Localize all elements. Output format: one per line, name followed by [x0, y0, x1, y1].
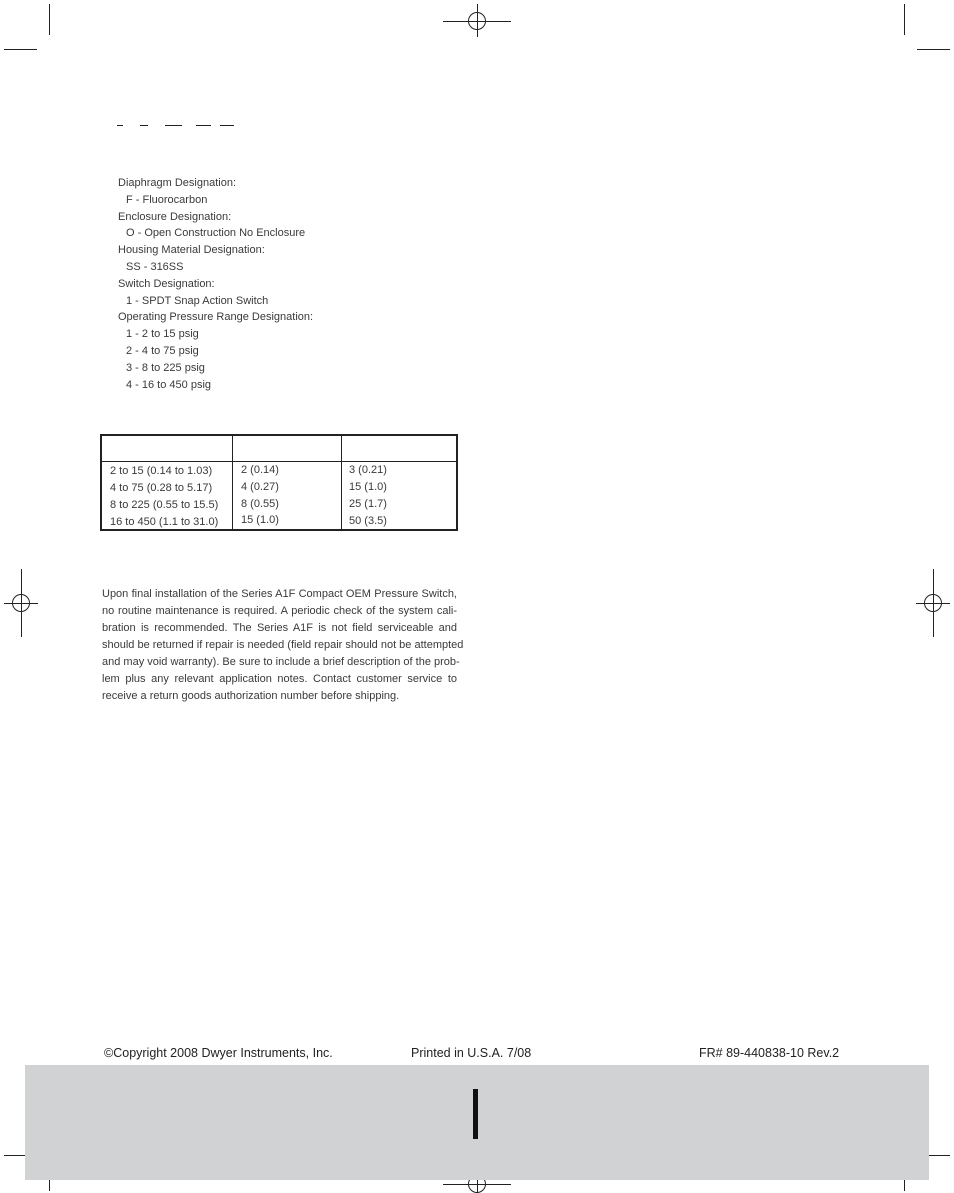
crop-mark-top-right-vertical	[904, 4, 905, 35]
paragraph-line: bration is recommended. The Series A1F is not field serviceable and	[102, 622, 457, 634]
option-heading: Housing Material Designation:	[118, 244, 265, 257]
option-group-diaphragm	[118, 175, 313, 209]
maintenance-paragraph	[102, 586, 464, 705]
paragraph-line: lem plus any relevant application notes. Contact customer service to	[102, 673, 457, 685]
printed-notice: Printed in U.S.A. 7/08	[411, 1046, 532, 1060]
table-column-divider	[232, 436, 233, 529]
option-item: 1 - SPDT Snap Action Switch	[126, 294, 269, 307]
table-cell: 25 (1.7)	[349, 498, 387, 510]
option-item: 2 - 4 to 75 psig	[126, 344, 199, 357]
table-cell: 2 to 15 (0.14 to 1.03)	[110, 465, 213, 477]
crop-mark-top-left-horizontal	[4, 49, 37, 50]
table-header-row	[102, 436, 456, 462]
option-designation-list	[118, 175, 313, 393]
table-cell: 15 (1.0)	[349, 481, 387, 493]
option-heading: Diaphragm Designation:	[118, 177, 237, 189]
table-cell: 4 to 75 (0.28 to 5.17)	[110, 482, 213, 494]
table-cell: 16 to 450 (1.1 to 31.0)	[110, 516, 219, 528]
option-group-enclosure	[118, 209, 313, 243]
option-item: 4 - 16 to 450 psig	[126, 378, 212, 391]
paragraph-line: receive a return goods authorization number before shipping.	[102, 690, 400, 702]
table-cell: 15 (1.0)	[241, 514, 279, 526]
crop-mark-top-right-horizontal	[917, 49, 950, 50]
table-cell: 3 (0.21)	[349, 464, 387, 476]
option-item: SS - 316SS	[126, 260, 184, 273]
table-cell: 8 (0.55)	[241, 498, 279, 510]
band-marker-bar	[473, 1089, 478, 1139]
option-group-pressure-range	[118, 309, 313, 393]
paragraph-line: and may void warranty). Be sure to include a brief description of the prob-	[102, 656, 460, 668]
option-item: 1 - 2 to 15 psig	[126, 328, 199, 341]
option-item: O - Open Construction No Enclosure	[126, 227, 306, 240]
option-heading: Switch Designation:	[118, 277, 215, 290]
option-heading: Operating Pressure Range Designation:	[118, 311, 314, 324]
copyright-notice: ©Copyright 2008 Dwyer Instruments, Inc.	[104, 1046, 333, 1060]
paragraph-line: Upon final installation of the Series A1F Compact OEM Pressure Switch,	[102, 588, 457, 600]
form-number: FR# 89-440838-10 Rev.2	[699, 1046, 840, 1060]
table-cell: 50 (3.5)	[349, 515, 387, 527]
paragraph-line: should be returned if repair is needed (field repair should not be attempted	[102, 639, 464, 651]
table-cell: 8 to 225 (0.55 to 15.5)	[110, 499, 219, 511]
option-item: 3 - 8 to 225 psig	[126, 361, 205, 374]
option-group-housing	[118, 242, 313, 276]
option-item: F - Fluorocarbon	[126, 193, 208, 206]
option-group-switch	[118, 276, 313, 310]
table-column-divider	[341, 436, 342, 529]
paragraph-line: no routine maintenance is required. A periodic check of the system cali-	[102, 605, 457, 617]
option-heading: Enclosure Designation:	[118, 210, 232, 223]
crop-mark-top-left-vertical	[49, 4, 50, 35]
table-cell: 4 (0.27)	[241, 481, 279, 493]
pressure-range-table	[100, 434, 458, 531]
table-cell: 2 (0.14)	[241, 464, 279, 476]
